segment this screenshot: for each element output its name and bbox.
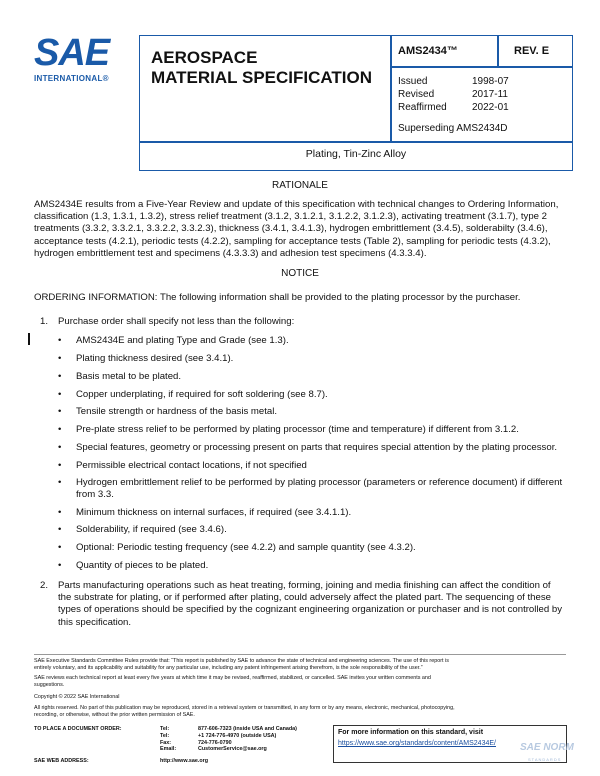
list-item-text — [58, 580, 570, 629]
footer-line: SAE reviews each technical report at least every five years at which time it may be revised, reaffirmed, stabilized, or cancelled. SAE invites your written comments and — [34, 675, 431, 681]
paragraph-line: acceptance tests (4.2.1), periodic tests (4.2.2), sampling for acceptance tests (Table 2), sampling for periodic tests (4.3.2), — [34, 235, 551, 247]
list-item-text: Solderability, if required (see 3.4.6). — [76, 524, 227, 535]
contact-row — [160, 740, 330, 747]
bullet-icon: • — [58, 460, 62, 471]
document-subject: Plating, Tin-Zinc Alloy — [305, 148, 407, 160]
bullet-icon: • — [58, 507, 62, 518]
bullet-icon: • — [58, 477, 62, 488]
paragraph-line: hydrogen embrittlement test and specimens (4.3.3.3) and adhesion test specimens (4.3.3.4). — [34, 247, 427, 259]
info-box-title: For more information on this standard, visit — [338, 729, 484, 736]
date-label: Revised — [398, 89, 435, 100]
list-item-text — [76, 477, 566, 501]
list-item-line: Hydrogen embrittlement relief to be performed by plating processor (parameters or reference document) if different — [76, 477, 563, 488]
list-item-text: Copper underplating, if required for soft soldering (see 8.7). — [76, 389, 328, 400]
list-item-text: Pre-plate stress relief to be performed by plating processor (time and temperature) if different from 3.1.2. — [76, 424, 519, 435]
list-item-text: Tensile strength or hardness of the basis metal. — [76, 406, 278, 417]
watermark-sub: STANDARDS — [528, 757, 562, 762]
bullet-icon: • — [58, 542, 62, 553]
paragraph-line: the substrate for plating, or if performed after plating, could adversely affect the plated part. The sequencing of these — [58, 592, 551, 604]
bullet-icon: • — [58, 371, 62, 382]
contact-value: 877-606-7323 (inside USA and Canada) — [198, 726, 297, 732]
list-item-line: from 3.3. — [76, 489, 114, 501]
date-value: 2017-11 — [472, 89, 508, 100]
footer-line: recording, or otherwise, without the prior written permission of SAE. — [34, 711, 195, 718]
paragraph-line: treatments (3.3.2, 3.3.2.1, 3.3.2.2, 3.3.2.3), thickness (3.4.1, 3.4.1.3), hydrogen embrittlement (3.4.5), solderabilty (3.4.6), — [34, 223, 548, 235]
footer-line: entirely voluntary, and its applicability and suitability for any particular use, including any patent infringement arising therefrom, is the sole responsibility of the user.” — [34, 664, 423, 671]
footer-line: All rights reserved. No part of this publication may be reproduced, stored in a retrieval system or transmitted, in any form or by any means, electronic, mechanical, photocopying, — [34, 705, 455, 711]
bullet-icon: • — [58, 442, 62, 453]
bullet-icon: • — [58, 524, 62, 535]
review-statement — [34, 675, 568, 688]
bullet-icon: • — [58, 335, 62, 346]
notice-heading: NOTICE — [281, 268, 319, 279]
bullet-icon: • — [58, 424, 62, 435]
list-item-text: Quantity of pieces to be plated. — [76, 560, 209, 571]
bullet-icon: • — [58, 353, 62, 364]
list-item-text: Purchase order shall specify not less than the following: — [58, 316, 295, 327]
list-item-number: 2. — [40, 580, 49, 591]
web-address-link[interactable]: http://www.sae.org — [160, 758, 209, 764]
contact-key: Tel: — [160, 732, 170, 739]
rights-statement — [34, 705, 568, 718]
footer-divider — [34, 654, 566, 655]
list-item-text: Permissible electrical contact locations, if not specified — [76, 460, 307, 471]
contact-row — [160, 726, 330, 733]
paragraph-line: Parts manufacturing operations such as heat treating, forming, joining and media finishing can affect the condition of — [58, 580, 551, 591]
contact-value: 724-776-0790 — [198, 739, 232, 746]
contact-row — [160, 746, 330, 753]
footer-line: suggestions. — [34, 681, 65, 688]
paragraph-line: this specification. — [58, 616, 132, 628]
ordering-information: ORDERING INFORMATION: The following information shall be provided to the plating processor by the purchaser. — [34, 292, 521, 303]
list-item-text: Special features, geometry or processing present on parts that requires special attention by the plating processor. — [76, 442, 558, 453]
logo-mark: SAE — [34, 32, 110, 74]
web-label: SAE WEB ADDRESS: — [34, 758, 89, 764]
spec-number: AMS2434™ — [398, 45, 458, 57]
standard-url-link[interactable]: https://www.sae.org/standards/content/AMS2434E/ — [338, 740, 496, 747]
paragraph-line: AMS2434E results from a Five-Year Review and update of this specification with technical changes to Ordering Information, — [34, 199, 559, 210]
paragraph-line: classification (1.3, 1.3.1, 1.3.2), stress relief treatment (3.1.2, 3.1.2.1, 3.1.2.2, 3.1.2.3), activating treatment (3.1.7), type 2 — [34, 211, 547, 223]
bullet-icon: • — [58, 406, 62, 417]
list-item-text: Basis metal to be plated. — [76, 371, 182, 382]
paragraph-line: types of operations should be specified by the cognizant engineering organization or purchaser and is not controlled by — [58, 604, 562, 616]
date-label: Issued — [398, 76, 428, 87]
order-contacts — [160, 726, 330, 753]
list-item-text: Minimum thickness on internal surfaces, if required (see 3.4.1.1). — [76, 507, 352, 518]
list-item-text: AMS2434E and plating Type and Grade (see 1.3). — [76, 335, 289, 346]
rationale-heading: RATIONALE — [272, 180, 328, 191]
bullet-icon: • — [58, 560, 62, 571]
contact-key: Fax: — [160, 739, 172, 746]
list-item-text: Plating thickness desired (see 3.4.1). — [76, 353, 234, 364]
bullet-icon: • — [58, 389, 62, 400]
contact-value: +1 724-776-4970 (outside USA) — [198, 732, 277, 739]
contact-key: Email: — [160, 746, 177, 753]
watermark: SAE NORM — [520, 742, 574, 753]
date-value: 2022-01 — [472, 102, 509, 113]
logo-subtitle: INTERNATIONAL® — [34, 74, 109, 83]
committee-rules — [34, 658, 568, 671]
title-line: AEROSPACE — [151, 48, 258, 67]
date-value: 1998-07 — [472, 76, 509, 87]
copyright: Copyright © 2022 SAE International — [34, 694, 120, 700]
contact-key: Tel: — [160, 726, 170, 732]
contact-row — [160, 733, 330, 740]
superseding-note: Superseding AMS2434D — [398, 123, 508, 134]
revision-label: REV. E — [514, 45, 550, 57]
footer-line: SAE Executive Standards Committee Rules provide that: “This report is published by SAE to advance the state of technical and engineering sciences. The use of this report is — [34, 658, 449, 664]
date-label: Reaffirmed — [398, 102, 447, 113]
list-item-number: 1. — [40, 316, 49, 327]
list-item-text: Optional: Periodic testing frequency (see 4.2.2) and sample quantity (see 4.3.2). — [76, 542, 416, 553]
order-label: TO PLACE A DOCUMENT ORDER: — [34, 726, 122, 732]
contact-value: CustomerService@sae.org — [198, 746, 267, 753]
title-line: MATERIAL SPECIFICATION — [151, 68, 372, 87]
